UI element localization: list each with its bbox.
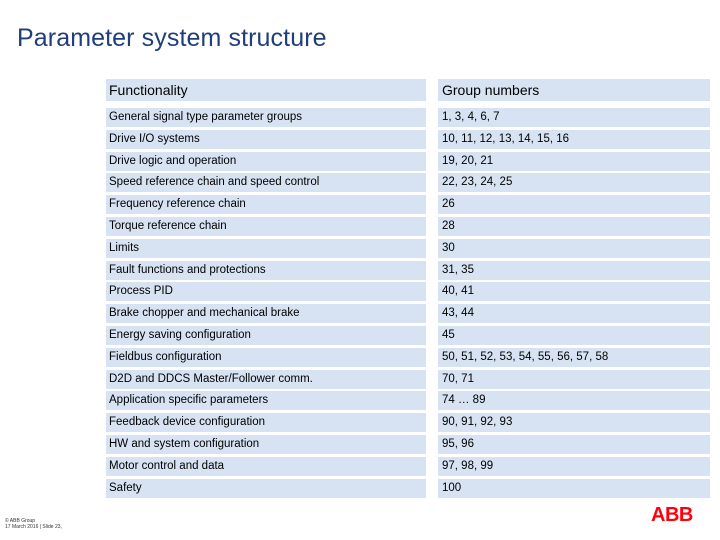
group-numbers-cell: 50, 51, 52, 53, 54, 55, 56, 57, 58 [438, 348, 710, 367]
table-row [106, 217, 710, 236]
table-row [106, 479, 710, 498]
group-numbers-cell: 45 [438, 326, 710, 345]
parameter-table [106, 79, 710, 500]
functionality-cell: Fieldbus configuration [106, 348, 426, 367]
functionality-cell: Torque reference chain [106, 217, 426, 236]
table-row [106, 435, 710, 454]
table-row [106, 152, 710, 171]
group-numbers-cell: 31, 35 [438, 261, 710, 280]
group-numbers-cell: 70, 71 [438, 370, 710, 389]
functionality-cell: Drive logic and operation [106, 152, 426, 171]
header-functionality: Functionality [106, 79, 426, 101]
functionality-cell: Process PID [106, 282, 426, 301]
footer-copyright: © ABB Group [5, 518, 36, 524]
abb-logo [651, 505, 701, 523]
functionality-cell: Application specific parameters [106, 391, 426, 410]
table-row [106, 282, 710, 301]
table-row [106, 195, 710, 214]
functionality-cell: Motor control and data [106, 457, 426, 476]
functionality-cell: Speed reference chain and speed control [106, 173, 426, 192]
group-numbers-cell: 90, 91, 92, 93 [438, 413, 710, 432]
table-row [106, 326, 710, 345]
functionality-cell: Drive I/O systems [106, 130, 426, 149]
header-group-numbers: Group numbers [438, 79, 710, 101]
abb-logo-text: ABB [651, 505, 693, 523]
group-numbers-cell: 28 [438, 217, 710, 236]
group-numbers-cell: 30 [438, 239, 710, 258]
table-header-row [106, 79, 710, 101]
group-numbers-cell: 100 [438, 479, 710, 498]
group-numbers-cell: 74 … 89 [438, 391, 710, 410]
table-row [106, 261, 710, 280]
group-numbers-cell: 97, 98, 99 [438, 457, 710, 476]
functionality-cell: D2D and DDCS Master/Follower comm. [106, 370, 426, 389]
functionality-cell: Energy saving configuration [106, 326, 426, 345]
functionality-cell: Safety [106, 479, 426, 498]
table-row [106, 457, 710, 476]
table-row [106, 370, 710, 389]
table-row [106, 304, 710, 323]
table-row [106, 391, 710, 410]
table-row [106, 239, 710, 258]
group-numbers-cell: 22, 23, 24, 25 [438, 173, 710, 192]
group-numbers-cell: 95, 96 [438, 435, 710, 454]
footer-date-slide: 17 March 2016 | Slide 23, [5, 524, 62, 530]
table-row [106, 413, 710, 432]
table-row [106, 173, 710, 192]
functionality-cell: Fault functions and protections [106, 261, 426, 280]
functionality-cell: Feedback device configuration [106, 413, 426, 432]
table-row [106, 130, 710, 149]
group-numbers-cell: 40, 41 [438, 282, 710, 301]
footer [5, 518, 62, 530]
table-row [106, 108, 710, 127]
functionality-cell: HW and system configuration [106, 435, 426, 454]
group-numbers-cell: 10, 11, 12, 13, 14, 15, 16 [438, 130, 710, 149]
table-row [106, 348, 710, 367]
group-numbers-cell: 43, 44 [438, 304, 710, 323]
table-body [106, 108, 710, 498]
functionality-cell: General signal type parameter groups [106, 108, 426, 127]
group-numbers-cell: 1, 3, 4, 6, 7 [438, 108, 710, 127]
functionality-cell: Limits [106, 239, 426, 258]
functionality-cell: Brake chopper and mechanical brake [106, 304, 426, 323]
group-numbers-cell: 19, 20, 21 [438, 152, 710, 171]
page-title: Parameter system structure [17, 24, 327, 52]
group-numbers-cell: 26 [438, 195, 710, 214]
functionality-cell: Frequency reference chain [106, 195, 426, 214]
